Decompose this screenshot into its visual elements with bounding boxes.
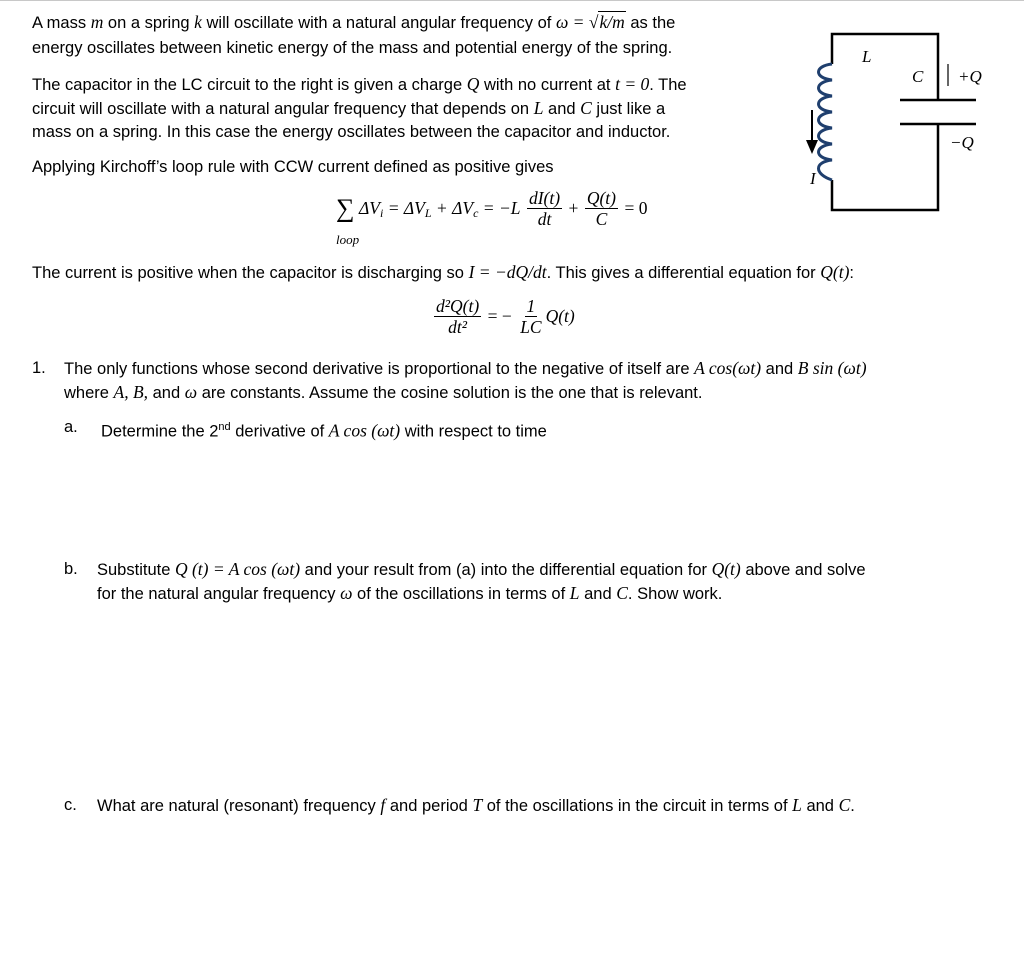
current-arrow bbox=[806, 110, 818, 154]
part-b-label: b. bbox=[64, 560, 78, 578]
circuit-bottom-wire bbox=[832, 124, 938, 210]
part-c-label: c. bbox=[64, 796, 77, 814]
top-border bbox=[0, 0, 1024, 1]
inductor-label: L bbox=[862, 47, 872, 66]
inductor-coil bbox=[819, 64, 833, 180]
question1-line-1: The only functions whose second derivative is proportional to the negative of itself are A cos(ωt) and B sin (ωt) bbox=[64, 358, 867, 378]
part-c-text: What are natural (resonant) frequency f and period T of the oscillations in the circuit in terms of L and C. bbox=[97, 795, 855, 815]
para2-line-3: mass on a spring. In this case the energy oscillates between the capacitor and inductor. bbox=[32, 123, 671, 141]
question1-number: 1. bbox=[32, 359, 46, 377]
para2-line-2: circuit will oscillate with a natural angular frequency that depends on L and C just like a bbox=[32, 98, 666, 118]
negative-charge-label: −Q bbox=[950, 133, 974, 152]
current-label: I bbox=[810, 169, 816, 188]
intro-line-1: A mass m on a spring k will oscillate with a natural angular frequency of ω = √k/m as the bbox=[32, 12, 676, 32]
part-a-label: a. bbox=[64, 418, 78, 436]
kirchhoff-equation: ∑ $\Delta V_i = \Delta V_L + \Delta V_c = -L$ $\frac{dI(t)}{dt}$ + $\frac{Q(t)}{C}$ = 0 bbox=[336, 188, 648, 229]
capacitor-label: C bbox=[912, 67, 924, 86]
intro-line-2: energy oscillates between kinetic energy of the mass and potential energy of the spring. bbox=[32, 39, 673, 57]
part-a-text: Determine the 2nd derivative of A cos (ωt) with respect to time bbox=[101, 420, 547, 441]
sigma-subscript: loop bbox=[336, 232, 360, 247]
current-text: The current is positive when the capacitor is discharging so I = −dQ/dt. This gives a differential equation for Q(t): bbox=[32, 262, 855, 282]
lc-circuit-diagram bbox=[800, 20, 1020, 220]
part-b-line-2: for the natural angular frequency ω of the oscillations in terms of L and C. Show work. bbox=[97, 583, 723, 603]
kirchhoff-text: Applying Kirchoff’s loop rule with CCW current defined as positive gives bbox=[32, 158, 554, 176]
part-b-line-1: Substitute Q (t) = A cos (ωt) and your result from (a) into the differential equation for Q(t) above and solve bbox=[97, 559, 866, 579]
question1-line-2: where A, B, and ω are constants. Assume the cosine solution is the one that is relevant. bbox=[64, 382, 703, 402]
differential-equation: $\frac{\text{d²Q(t)}}{\text{dt²}}$ = − $\frac{1}{LC}$ Q(t) bbox=[436, 296, 575, 337]
positive-charge-label: +Q bbox=[958, 67, 982, 86]
para2-line-1: The capacitor in the LC circuit to the right is given a charge Q with no current at t = 0. The bbox=[32, 74, 687, 94]
